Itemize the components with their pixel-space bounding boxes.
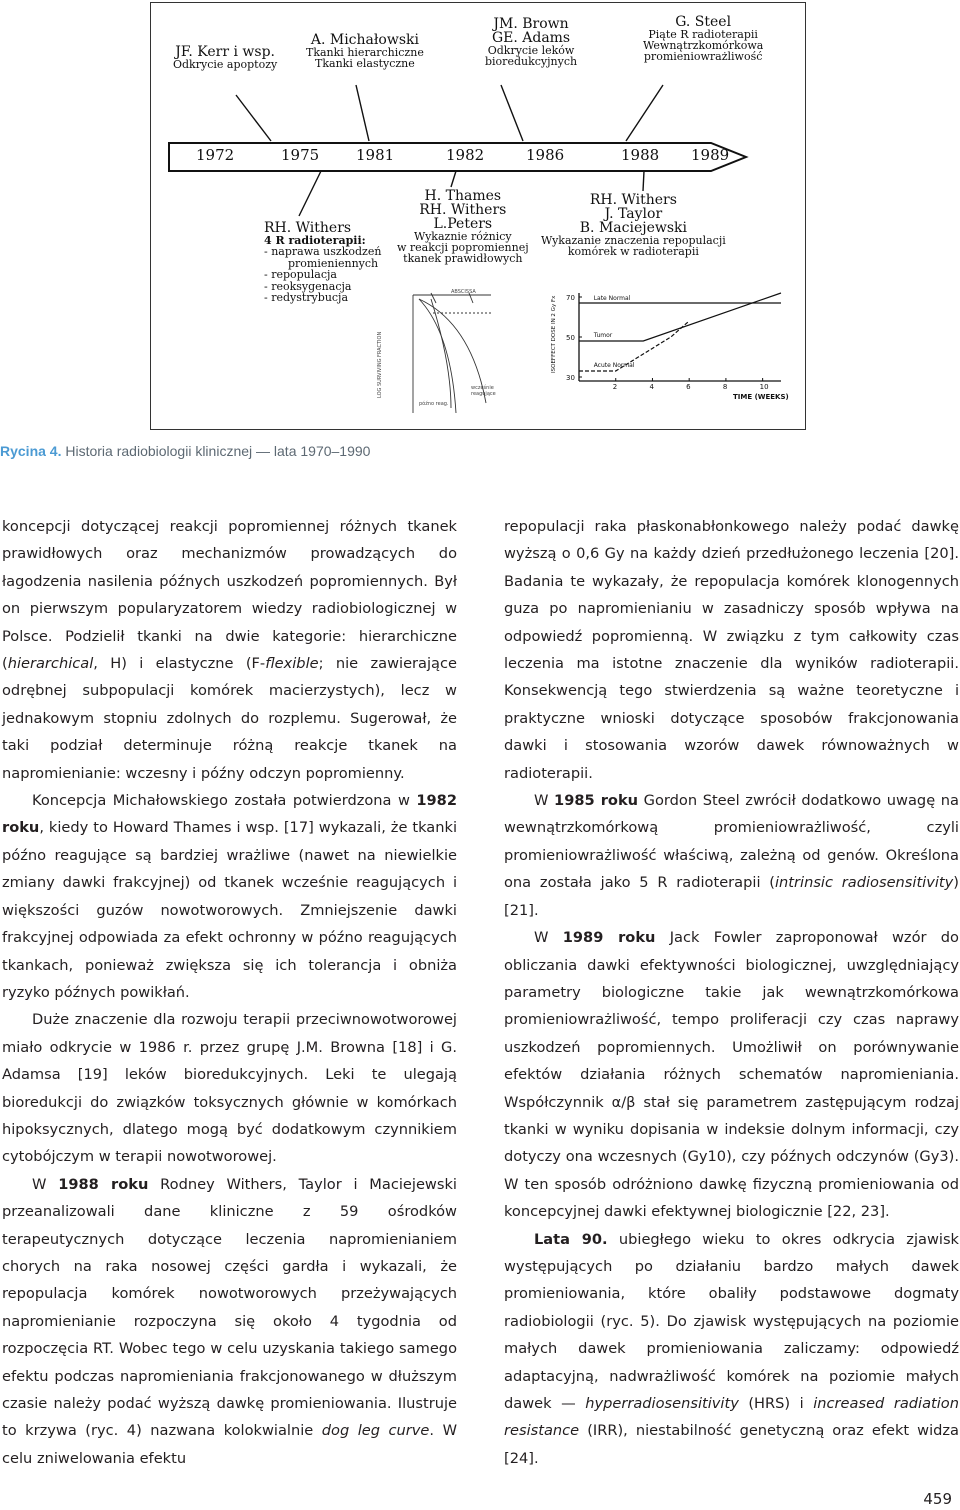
annotation-desc: Wykazanie znaczenia repopulacji	[541, 234, 726, 247]
annotation-item: promieniennych	[288, 256, 379, 270]
y-axis-label: ISOEFFECT DOSE IN 2 Gy Fx	[551, 295, 557, 373]
timeline-year: 1988	[621, 146, 660, 164]
svg-text:LOG SURVIVING FRACTION: LOG SURVIVING FRACTION	[377, 331, 383, 398]
annotation-thames	[397, 189, 529, 264]
text-run: W	[534, 929, 563, 947]
annotation-desc: promieniowrażliwość	[643, 50, 763, 63]
paragraph	[2, 1006, 457, 1170]
annotation-withers-4r	[264, 221, 381, 304]
annotation-name: JF. Kerr i wsp.	[175, 44, 275, 60]
pointer-line	[626, 85, 663, 141]
text-run: repopulacji raka płaskonabłonkowego należy podać dawkę wyższą o 0,6 Gy na każdy dzień przedłużonego leczenia [20]. Badania te wykazały, że repopulacja komórek klonogennych guza po napromienianiu w zasadniczy sposób wpływa na odpowiedź popromienną. W związku z tym całkowity czas leczenia ma istotne znaczenie dla wyników radioterapii. Konsekwencją tego stwierdzenia są ważne teoretyczne i praktyczne wnioski dotyczące sposobów frakcjonowania dawki i stosowania wzorów dawek równoważnych w radioterapii.	[504, 518, 959, 782]
italic-text: increased radiation resistance	[504, 1395, 959, 1440]
annotation-item: - naprawa uszkodzeń	[264, 245, 382, 258]
italic-text: intrinsic radiosensitivity	[774, 874, 954, 892]
annotation-desc: Wewnątrzkomórkowa	[643, 39, 764, 52]
paragraph	[504, 1226, 959, 1473]
annotation-name: GE. Adams	[491, 30, 571, 46]
y-tick-label: 50	[566, 334, 575, 342]
figure-ryc-4	[150, 2, 806, 430]
annotation-desc: Tkanki hierarchiczne	[306, 46, 424, 59]
annotation-steel	[643, 15, 763, 62]
annotation-name: RH. Withers	[264, 220, 352, 236]
text-run: koncepcji dotyczącej reakcji popromiennej różnych tkanek prawidłowych oraz mechanizmów prowadzących do łagodzenia nasilenia późnych uszkodzeń popromiennych. Był on pierwszym popularyzatorem wiedzy radiobiologicznej w Polsce. Podzielił tkanki na dwie kategorie: hierarchiczne (	[2, 518, 457, 673]
annotation-name: A. Michałowski	[310, 32, 419, 48]
annotation-desc: w reakcji popromiennej	[397, 241, 529, 254]
annotation-title: 4 R radioterapii:	[264, 234, 366, 247]
svg-text:reagujące: reagujące	[471, 391, 496, 397]
text-run: Koncepcja Michałowskiego została potwierdzona w	[32, 792, 417, 810]
pointer-line	[643, 171, 644, 191]
annotation-brown-adams	[485, 17, 577, 67]
annotation-name: RH. Withers	[419, 202, 507, 218]
x-axis-label: TIME (WEEKS)	[733, 393, 789, 401]
bold-text: 1985 roku	[554, 792, 639, 810]
y-tick-label: 30	[566, 374, 575, 382]
left-column	[2, 513, 457, 1472]
annotation-desc: Tkanki elastyczne	[315, 57, 415, 70]
text-run: ubiegłego wieku to okres odkrycia zjawisk występujących po działaniu bardzo małych dawek promieniowania, które obaliły podstawowe dogmaty radiobiologii (ryc. 5). Do zjawisk występujących na poziomie małych dawek promieniowania zaliczamy: odpowiedź adaptacyjną, nadwrażliwość komórek na poziomie małych dawek —	[504, 1230, 960, 1412]
annotation-name: L.Peters	[433, 216, 493, 232]
caption-text: Historia radiobiologii klinicznej — lata 1970–1990	[65, 443, 371, 459]
pointer-line	[501, 85, 523, 141]
annotation-desc: komórek w radioterapii	[567, 245, 699, 258]
pointer-line	[299, 171, 321, 216]
text-run: W	[534, 792, 555, 810]
timeline-year: 1972	[196, 146, 235, 164]
annotation-withers-taylor-maciejewski	[541, 193, 726, 257]
bold-text: Lata 90.	[534, 1230, 608, 1248]
paragraph	[2, 513, 457, 787]
annotation-item: - reoksygenacja	[264, 279, 352, 293]
x-tick-label: 8	[722, 383, 728, 391]
annotation-name: RH. Withers	[589, 192, 677, 208]
annotation-name: H. Thames	[424, 188, 502, 204]
text-run: , H) i elastyczne (F-	[93, 655, 266, 673]
bold-text: 1982 roku	[2, 792, 457, 837]
italic-text: hierarchical	[7, 655, 94, 673]
caption-label: Rycina 4.	[0, 443, 62, 459]
annotation-item: - repopulacja	[264, 268, 337, 282]
text-run: Jack Fowler zaproponował wzór do obliczania dawki efektywności biologicznej, uwzględniający parametry biologiczne takie jak wewnątrzkomórkowa promieniowrażliwość, tempo proliferacji czy czas naprawy uszkodzeń popromiennych. Umożliwił on porównywanie efektów działania różnych schematów napromieniania. Współczynnik α/β stał się parametrem zastępującym rodzaj tkanki w wyniku dopisania w indeksie dolnym informacji, czy dotyczy ona wczesnych (Gy10), czy późnych odczynów (Gy3). W ten sposób odróżniono dawkę fizyczną promieniowania od koncepcyjnej dawki efektywnej biologicznie [22, 23].	[504, 929, 959, 1221]
timeline-year: 1981	[356, 146, 395, 164]
paragraph	[2, 787, 457, 1006]
paragraph	[2, 1171, 457, 1472]
pointer-line	[356, 85, 369, 141]
text-run: Duże znaczenie dla rozwoju terapii przeciwnowotworowej miało odkrycie w 1986 r. przez grupę J.M. Browna [18] i G. Adamsa [19] leków bioredukcyjnych. Leki te ulegają bioredukcji do związków toksycznych głównie w komórkach hipoksycznych, dlatego mogą być dodatkowym czynnikiem cytobójczym w terapii nowotworowej.	[2, 1011, 457, 1166]
right-column	[504, 513, 959, 1472]
annotation-name: G. Steel	[675, 14, 732, 30]
pointer-line	[236, 95, 271, 141]
annotation-desc: bioredukcyjnych	[485, 55, 578, 68]
italic-text: dog leg curve	[321, 1422, 430, 1440]
annotation-desc: tkanek prawidłowych	[403, 252, 523, 265]
timeline-year: 1989	[691, 146, 730, 164]
x-tick-label: 2	[612, 383, 618, 391]
svg-text:ABSCISSA: ABSCISSA	[451, 289, 476, 295]
page-number: 459	[923, 1490, 952, 1508]
paragraph	[504, 787, 959, 924]
series-label: Tumor	[593, 332, 613, 339]
figure-caption	[0, 443, 900, 459]
svg-text:wcześnie: wcześnie	[471, 385, 494, 391]
svg-text:późno reag.: późno reag.	[419, 401, 449, 407]
annotation-desc: Odkrycie leków	[487, 44, 575, 57]
text-run: Rodney Withers, Taylor i Maciejewski przeanalizowali dane kliniczne z 59 ośrodków terapeutycznych dotyczące leczenia napromienianiem chorych na raka nosowej części gardła i wykazali, że repopulacja komórek nowotworowych przeżywających napromienianie rozpoczyna się około 4 tygodnia od rozpoczęcia RT. Wobec tego w celu uzyskania takiego samego efektu podczas napromieniania frakcjonowanego w dłuższym czasie należy podać wyższą dawkę promieniowania. Ilustruje to krzywa (ryc. 4) nazwana kolokwialnie	[2, 1175, 457, 1440]
x-tick-label: 4	[649, 383, 654, 391]
timeline-year: 1986	[526, 146, 565, 164]
annotation-desc: Wykaznie różnicy	[414, 230, 512, 243]
text-run: ; nie zawierające odrębnej subpopulacji komórek macierzystych), lecz w jednakowym stopniu zdolnych do rozplemu. Sugerował, że taki podział determinuje różną reakcje tkanek na napromienianie: wczesny i późny odczyn popromienny.	[2, 655, 457, 782]
annotation-desc: Odkrycie apoptozy	[173, 58, 278, 71]
italic-text: flexible	[265, 655, 319, 673]
thames-plot-labels	[377, 289, 496, 407]
text-run: . W celu zniwelowania efektu	[2, 1422, 457, 1467]
text-run: W	[32, 1175, 59, 1193]
italic-text: hyperradiosensitivity	[585, 1395, 739, 1412]
x-tick-label: 10	[759, 383, 769, 391]
annotation-item: - redystrybucja	[264, 291, 349, 305]
text-run: Gordon Steel zwrócił dodatkowo uwagę na wewnątrzkomórkową promieniowrażliwość, czyli promieniowrażliwość właściwą, zależną od genów. Określona ona została jako 5 R radioterapii (	[504, 792, 959, 892]
annotation-name: JM. Brown	[493, 16, 569, 32]
bold-text: 1989 roku	[562, 929, 656, 947]
text-run: (IRR), niestabilność genetyczną oraz efekt widza [24].	[504, 1422, 959, 1467]
bold-text: 1988 roku	[58, 1175, 149, 1193]
series-label: Late Normal	[593, 295, 631, 302]
annotation-name: B. Maciejewski	[579, 220, 687, 236]
timeline-year: 1975	[281, 146, 320, 164]
paragraph	[504, 924, 959, 1225]
series-label: Acute Normal	[593, 362, 635, 369]
annotation-name: J. Taylor	[604, 206, 663, 222]
annotation-kerr	[173, 45, 277, 70]
annotation-michalowski	[306, 33, 424, 69]
pointer-line	[451, 171, 456, 187]
text-run: (HRS) i	[738, 1395, 814, 1412]
paragraph	[504, 513, 959, 787]
y-tick-label: 70	[566, 294, 575, 302]
timeline-year: 1982	[446, 146, 485, 164]
annotation-desc: Piąte R radioterapii	[648, 28, 758, 41]
x-tick-label: 6	[686, 383, 691, 391]
text-run: ) [21].	[504, 874, 959, 919]
text-run: , kiedy to Howard Thames i wsp. [17] wykazali, że tkanki późno reagujące są bardziej wrażliwe (nawet na niewielkie zmiany dawki frakcyjnej) od tkanek wcześnie reagujących i większości guzów nowotworowych. Zmniejszenie dawki frakcyjnej odpowiada za efekt ochronny w późno reagujących tkankach, ponieważ zwiększa się ich tolerancja i obniża ryzyko późnych powikłań.	[2, 819, 457, 1001]
